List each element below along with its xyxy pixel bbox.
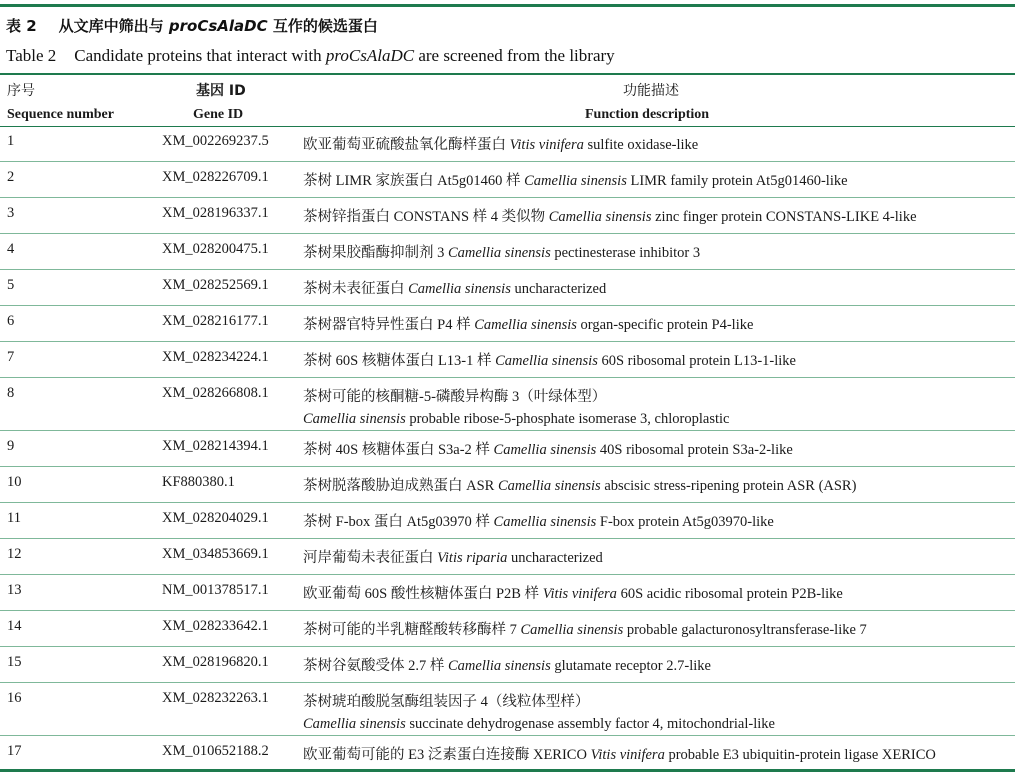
cell-gene-id: XM_028232263.1 — [162, 690, 269, 706]
table-row — [0, 503, 1015, 539]
cell-seq: 11 — [7, 510, 21, 526]
cell-function-line — [303, 474, 856, 495]
table-row — [0, 539, 1015, 575]
function-text: 欧亚葡萄 60S 酸性核糖体蛋白 P2B 样 — [303, 586, 543, 602]
function-text: F-box protein At5g03970-like — [596, 514, 774, 530]
cell-seq: 7 — [7, 349, 15, 365]
cell-gene-id: KF880380.1 — [162, 474, 235, 490]
function-text: 茶树果胶酯酶抑制剂 3 — [303, 245, 448, 261]
table-row — [0, 378, 1015, 431]
cell-gene-id: XM_028214394.1 — [162, 438, 269, 454]
header-func-en: Function description — [585, 107, 710, 122]
cell-gene-id: XM_028233642.1 — [162, 618, 269, 634]
species-name: Vitis vinifera — [542, 586, 617, 602]
cell-function-line — [303, 277, 606, 298]
table-row — [0, 342, 1015, 378]
function-text: 60S ribosomal protein L13-1-like — [597, 353, 796, 369]
cell-seq: 9 — [7, 438, 15, 454]
species-name: Camellia sinensis — [408, 281, 511, 297]
species-name: Camellia sinensis — [474, 317, 577, 333]
cell-gene-id: XM_034853669.1 — [162, 546, 269, 562]
species-name: Vitis vinifera — [509, 137, 584, 153]
cell-gene-id: XM_028252569.1 — [162, 277, 269, 293]
species-name: Camellia sinensis — [448, 658, 551, 674]
cell-seq: 4 — [7, 241, 15, 257]
function-text: uncharacterized — [507, 550, 603, 566]
cell-gene-id: XM_010652188.2 — [162, 743, 269, 759]
function-text: probable ribose-5-phosphate isomerase 3, chloroplastic — [405, 411, 730, 427]
table-row — [0, 575, 1015, 611]
function-text: pectinesterase inhibitor 3 — [550, 245, 701, 261]
cell-seq: 12 — [7, 546, 22, 562]
table-row — [0, 126, 1015, 162]
cell-function-line — [303, 582, 843, 603]
table-row — [0, 467, 1015, 503]
header-seq-en: Sequence number — [7, 107, 114, 122]
species-name: Camellia sinensis — [303, 411, 406, 427]
header-seq-cn: 序号 — [7, 83, 35, 99]
table-row — [0, 647, 1015, 683]
function-text: organ-specific protein P4-like — [576, 317, 754, 333]
cell-seq: 17 — [7, 743, 22, 759]
table-row — [0, 306, 1015, 342]
cell-function-line — [303, 438, 793, 459]
header-gene-en: Gene ID — [193, 107, 244, 122]
cell-seq: 14 — [7, 618, 22, 634]
table-row — [0, 270, 1015, 306]
cell-gene-id: XM_028216177.1 — [162, 313, 269, 329]
species-name: Camellia sinensis — [548, 209, 652, 225]
function-text: 40S ribosomal protein S3a-2-like — [596, 442, 793, 458]
function-text: probable E3 ubiquitin-protein ligase XERICO — [664, 747, 936, 763]
cell-seq: 1 — [7, 133, 15, 149]
cell-seq: 6 — [7, 313, 15, 329]
cell-gene-id: XM_028204029.1 — [162, 510, 269, 526]
function-text: 欧亚葡萄可能的 E3 泛素蛋白连接酶 XERICO — [303, 747, 591, 763]
header-func-cn: 功能描述 — [623, 83, 679, 99]
species-name: Camellia sinensis — [495, 353, 598, 369]
species-name: Camellia sinensis — [493, 442, 597, 458]
cell-function-line — [303, 241, 700, 262]
table-caption-en: Table 2 Candidate proteins that interact with proCsAlaDC are screened from the library — [6, 46, 615, 65]
species-name: Vitis vinifera — [590, 747, 665, 763]
function-text: 茶树琥珀酸脱氢酶组装因子 4（线粒体型样） — [303, 694, 590, 710]
function-text: zinc finger protein CONSTANS-LIKE 4-like — [651, 209, 917, 225]
function-text: sulfite oxidase-like — [583, 137, 699, 153]
function-text: abscisic stress-ripening protein ASR (ASR) — [600, 478, 857, 494]
table-row — [0, 198, 1015, 234]
function-text: succinate dehydrogenase assembly factor 4, mitochondrial-like — [405, 716, 775, 732]
species-name: Camellia sinensis — [303, 716, 406, 732]
cell-gene-id: XM_002269237.5 — [162, 133, 269, 149]
function-text: 茶树未表征蛋白 — [303, 281, 409, 297]
cell-function-line — [303, 743, 936, 764]
function-text: 茶树谷氨酸受体 2.7 样 — [303, 658, 448, 674]
function-text: 茶树可能的半乳糖醛酸转移酶样 7 — [303, 622, 521, 638]
function-text: 茶树 LIMR 家族蛋白 At5g01460 样 — [303, 173, 525, 189]
cell-seq: 3 — [7, 205, 15, 221]
species-name: Camellia sinensis — [493, 514, 597, 530]
table-row — [0, 736, 1015, 769]
cell-seq: 2 — [7, 169, 15, 185]
cell-function-line — [303, 654, 711, 675]
function-text: 茶树锌指蛋白 CONSTANS 样 4 类似物 — [303, 209, 549, 225]
function-text: 茶树器官特异性蛋白 P4 样 — [303, 317, 475, 333]
top-border — [0, 4, 1015, 7]
cell-function-line — [303, 169, 848, 190]
cell-gene-id: XM_028196337.1 — [162, 205, 269, 221]
table-row — [0, 431, 1015, 467]
cell-function-line — [303, 349, 796, 370]
cell-function-line — [303, 313, 753, 334]
function-text: 茶树可能的核酮糖-5-磷酸异构酶 3（叶绿体型） — [303, 389, 607, 405]
function-text: 茶树 40S 核糖体蛋白 S3a-2 样 — [303, 442, 494, 458]
cell-seq: 13 — [7, 582, 22, 598]
table-row — [0, 234, 1015, 270]
species-name: Camellia sinensis — [520, 622, 624, 638]
function-text: glutamate receptor 2.7-like — [550, 658, 711, 674]
function-text: 茶树 60S 核糖体蛋白 L13-1 样 — [303, 353, 496, 369]
cell-gene-id: XM_028196820.1 — [162, 654, 269, 670]
cell-seq: 5 — [7, 277, 15, 293]
header-top-rule — [0, 73, 1015, 75]
function-text: 茶树脱落酸胁迫成熟蛋白 ASR — [303, 478, 498, 494]
table-row — [0, 162, 1015, 198]
cell-gene-id: XM_028234224.1 — [162, 349, 269, 365]
function-text: uncharacterized — [510, 281, 607, 297]
cell-function-line — [303, 690, 589, 711]
table-row — [0, 611, 1015, 647]
cell-seq: 8 — [7, 385, 15, 401]
species-name: Camellia sinensis — [497, 478, 601, 494]
cell-gene-id: XM_028266808.1 — [162, 385, 269, 401]
function-text: LIMR family protein At5g01460-like — [626, 173, 848, 189]
cell-gene-id: NM_001378517.1 — [162, 582, 269, 598]
cell-seq: 10 — [7, 474, 22, 490]
bottom-border — [0, 769, 1015, 772]
function-text: probable galacturonosyltransferase-like 7 — [623, 622, 867, 638]
header-gene-cn: 基因 ID — [196, 83, 246, 99]
species-name: Vitis riparia — [437, 550, 508, 566]
cell-function-line — [303, 385, 606, 406]
function-text: 河岸葡萄未表征蛋白 — [303, 550, 438, 566]
cell-function-line — [303, 411, 729, 428]
cell-function-line — [303, 618, 867, 639]
table-row — [0, 683, 1015, 736]
cell-seq: 16 — [7, 690, 22, 706]
function-text: 茶树 F-box 蛋白 At5g03970 样 — [303, 514, 494, 530]
cell-seq: 15 — [7, 654, 22, 670]
table-caption-cn: 表 2 从文库中筛出与 proCsAlaDC 互作的候选蛋白 — [6, 17, 378, 35]
cell-gene-id: XM_028200475.1 — [162, 241, 269, 257]
cell-function-line — [303, 716, 775, 733]
cell-function-line — [303, 133, 698, 154]
cell-function-line — [303, 205, 917, 226]
cell-function-line — [303, 510, 774, 531]
cell-gene-id: XM_028226709.1 — [162, 169, 269, 185]
species-name: Camellia sinensis — [524, 173, 627, 189]
function-text: 60S acidic ribosomal protein P2B-like — [616, 586, 843, 602]
function-text: 欧亚葡萄亚硫酸盐氧化酶样蛋白 — [303, 137, 510, 153]
cell-function-line — [303, 546, 603, 567]
species-name: Camellia sinensis — [448, 245, 551, 261]
